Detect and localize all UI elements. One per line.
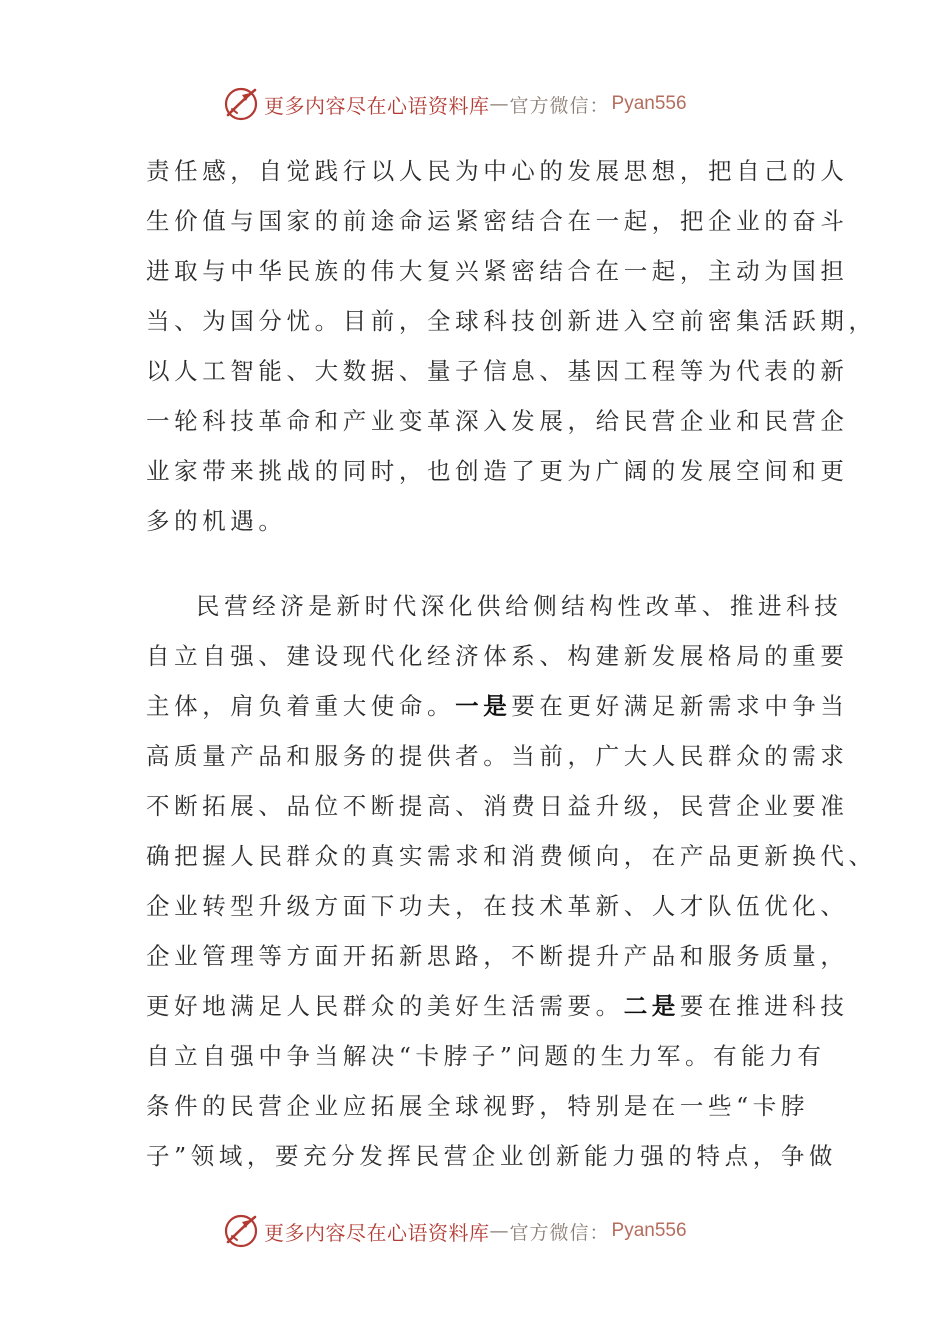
- banner-wechat-id: Pyan556: [611, 93, 687, 114]
- text-line: 企业管理等方面开拓新思路，不断提升产品和服务质量，: [146, 942, 849, 970]
- text-segment: 要在推进科技: [679, 992, 849, 1020]
- text-segment: 主体，肩负着重大使命。: [146, 692, 456, 720]
- text-line: 条件的民营企业应拓展全球视野，特别是在一些“卡脖: [146, 1092, 809, 1120]
- text-line: 不断拓展、品位不断提高、消费日益升级，民营企业要准: [146, 792, 849, 820]
- text-line: 子”领域，要充分发挥民营企业创新能力强的特点，争做: [146, 1142, 838, 1170]
- paragraph-1: [146, 146, 877, 546]
- text-line: 一轮科技革命和产业变革深入发展，给民营企业和民营企: [146, 407, 849, 435]
- text-line: 业家带来挑战的同时，也创造了更为广阔的发展空间和更: [146, 457, 849, 485]
- bold-keyword: 一是: [455, 692, 512, 720]
- banner-site-text: 更多内容尽在心语资料库: [264, 93, 490, 118]
- bold-keyword: 二是: [623, 992, 680, 1020]
- banner-dash: —: [489, 93, 510, 115]
- text-line: 当、为国分忧。目前，全球科技创新进入空前密集活跃期，: [146, 307, 877, 335]
- text-segment: 要在更好满足新需求中争当: [511, 692, 849, 720]
- footer-watermark-banner: [222, 1211, 742, 1251]
- text-line: 以人工智能、大数据、量子信息、基因工程等为代表的新: [146, 357, 849, 385]
- quill-logo-icon: [222, 1212, 260, 1250]
- text-line: 自立自强、建设现代化经济体系、构建新发展格局的重要: [146, 642, 849, 670]
- banner-official-text: 官方微信：: [509, 1221, 610, 1244]
- paragraph-2: [146, 581, 877, 1181]
- text-line: 责任感，自觉践行以人民为中心的发展思想，把自己的人: [146, 157, 849, 185]
- text-line: 确把握人民群众的真实需求和消费倾向，在产品更新换代、: [146, 842, 877, 870]
- text-line: 进取与中华民族的伟大复兴紧密结合在一起，主动为国担: [146, 257, 849, 285]
- banner-official-text: 官方微信：: [509, 94, 610, 117]
- banner-wechat-id: Pyan556: [611, 1220, 687, 1241]
- text-line: 企业转型升级方面下功夫，在技术革新、人才队伍优化、: [146, 892, 849, 920]
- text-line: [146, 981, 849, 1031]
- banner-dash: —: [489, 1220, 510, 1242]
- text-line: 多的机遇。: [146, 507, 287, 535]
- banner-site-text: 更多内容尽在心语资料库: [264, 1220, 490, 1245]
- text-segment: 更好地满足人民群众的美好生活需要。: [146, 992, 624, 1020]
- text-line: 高质量产品和服务的提供者。当前，广大人民群众的需求: [146, 742, 849, 770]
- text-line: 生价值与国家的前途命运紧密结合在一起，把企业的奋斗: [146, 207, 849, 235]
- text-line: 自立自强中争当解决“卡脖子”问题的生力军。有能力有: [146, 1042, 826, 1070]
- quill-logo-icon: [222, 85, 260, 123]
- header-watermark-banner: [222, 84, 742, 124]
- text-line: 民营经济是新时代深化供给侧结构性改革、推进科技: [196, 592, 843, 620]
- text-line: [146, 681, 849, 731]
